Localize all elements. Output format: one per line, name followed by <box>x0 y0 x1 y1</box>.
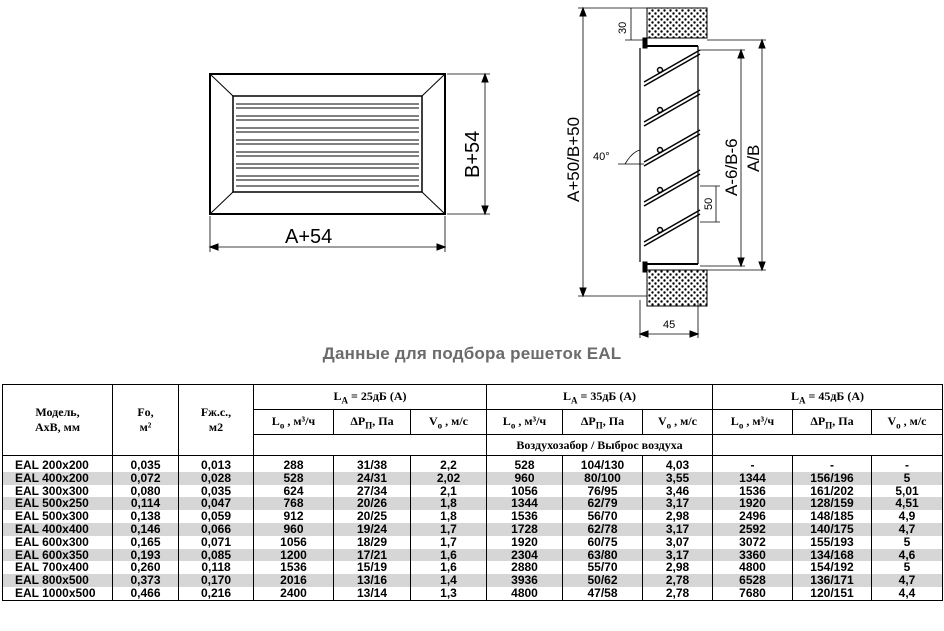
cell-dp45: 154/192 <box>793 561 872 574</box>
cell-vo35: 4,03 <box>643 456 713 472</box>
cell-dp45: 161/202 <box>793 485 872 498</box>
inner-dimension-label: A-6/B-6 <box>722 138 741 196</box>
cell-lo45: - <box>713 456 793 472</box>
louver-blades <box>236 104 419 186</box>
cell-vo35: 2,98 <box>643 510 713 523</box>
cell-model: EAL 800x500 <box>3 574 113 587</box>
cell-dp25: 20/26 <box>334 497 411 510</box>
cell-lo25: 1056 <box>254 536 334 549</box>
cell-lo25: 912 <box>254 510 334 523</box>
cell-lo35: 1056 <box>487 485 563 498</box>
cell-dp45: 140/175 <box>793 523 872 536</box>
lo-header: $L_o$ , м³/ч <box>713 410 793 435</box>
cell-dp25: 31/38 <box>334 456 411 472</box>
cell-dp45: 148/185 <box>793 510 872 523</box>
cell-vo25: 1,3 <box>411 587 487 600</box>
cell-lo35: 1344 <box>487 497 563 510</box>
cell-lo25: 2400 <box>254 587 334 600</box>
cell-dp25: 27/34 <box>334 485 411 498</box>
lo-header: $L_o$ , м³/ч <box>487 410 563 435</box>
cell-vo35: 3,17 <box>643 523 713 536</box>
cell-lo35: 2304 <box>487 549 563 562</box>
cell-vo35: 2,98 <box>643 561 713 574</box>
cell-dp25: 13/14 <box>334 587 411 600</box>
cell-dp45: 120/151 <box>793 587 872 600</box>
cell-dp45: 134/168 <box>793 549 872 562</box>
section-title: Данные для подбора решеток EAL <box>322 344 622 363</box>
cell-dp35: 63/80 <box>563 549 643 562</box>
cell-fzs: 0,066 <box>179 523 254 536</box>
cell-vo35: 3,17 <box>643 497 713 510</box>
cell-vo45: 4,6 <box>872 549 943 562</box>
cell-vo25: 1,6 <box>411 561 487 574</box>
cell-fo: 0,260 <box>113 561 179 574</box>
cell-dp35: 56/70 <box>563 510 643 523</box>
cell-fo: 0,193 <box>113 549 179 562</box>
cell-fzs: 0,035 <box>179 485 254 498</box>
vo-header: $V_o$ , м/с <box>411 410 487 435</box>
cell-lo45: 1344 <box>713 472 793 485</box>
cell-fo: 0,373 <box>113 574 179 587</box>
cell-dp25: 15/19 <box>334 561 411 574</box>
cell-lo25: 1536 <box>254 561 334 574</box>
cell-model: EAL 600x300 <box>3 536 113 549</box>
cell-dp35: 60/75 <box>563 536 643 549</box>
cell-fzs: 0,118 <box>179 561 254 574</box>
cell-fo: 0,035 <box>113 456 179 472</box>
cell-vo45: 4,7 <box>872 523 943 536</box>
cell-vo25: 1,7 <box>411 536 487 549</box>
cell-vo35: 2,78 <box>643 587 713 600</box>
front-view <box>210 74 490 252</box>
lo-header: $L_o$ , м³/ч <box>254 410 334 435</box>
blank-cell <box>254 435 487 456</box>
cell-vo35: 3,17 <box>643 549 713 562</box>
cell-lo25: 2016 <box>254 574 334 587</box>
cell-dp25: 17/21 <box>334 549 411 562</box>
table-row <box>3 587 943 600</box>
cell-fo: 0,466 <box>113 587 179 600</box>
model-header: Модель, АхВ, мм <box>3 385 113 456</box>
group-header-25db: $L_A = 25дБ$ (А) <box>254 385 487 410</box>
cell-fzs: 0,071 <box>179 536 254 549</box>
cell-model: EAL 400x200 <box>3 472 113 485</box>
cell-model: EAL 1000x500 <box>3 587 113 600</box>
flange-bottom <box>643 262 647 272</box>
cell-fo: 0,146 <box>113 523 179 536</box>
cell-vo35: 3,55 <box>643 472 713 485</box>
cell-dp35: 80/100 <box>563 472 643 485</box>
cell-vo45: - <box>872 456 943 472</box>
cell-vo25: 2,2 <box>411 456 487 472</box>
table-row <box>3 523 943 536</box>
cell-dp35: 47/58 <box>563 587 643 600</box>
cell-dp25: 18/29 <box>334 536 411 549</box>
cell-lo35: 1728 <box>487 523 563 536</box>
cell-vo45: 4,4 <box>872 587 943 600</box>
cell-lo25: 624 <box>254 485 334 498</box>
cell-vo35: 3,46 <box>643 485 713 498</box>
dp-header: $\Delta P_П$, Па <box>563 410 643 435</box>
overall-dimension-label: A+50/B+50 <box>564 116 583 202</box>
cell-vo25: 1,8 <box>411 497 487 510</box>
cell-dp25: 19/24 <box>334 523 411 536</box>
table-row <box>3 472 943 485</box>
cell-fo: 0,114 <box>113 497 179 510</box>
cell-vo45: 5,01 <box>872 485 943 498</box>
cell-lo45: 3360 <box>713 549 793 562</box>
cell-vo45: 5 <box>872 472 943 485</box>
cell-dp25: 20/25 <box>334 510 411 523</box>
cell-fo: 0,080 <box>113 485 179 498</box>
cell-model: EAL 200x200 <box>3 456 113 472</box>
cell-vo45: 4,51 <box>872 497 943 510</box>
height-dimension-label: B+54 <box>462 130 484 178</box>
fo-header: Fo, м² <box>113 385 179 456</box>
dp-header: $\Delta P_П$, Па <box>793 410 872 435</box>
cell-dp35: 50/62 <box>563 574 643 587</box>
cell-lo35: 2880 <box>487 561 563 574</box>
cell-lo25: 768 <box>254 497 334 510</box>
cell-lo25: 528 <box>254 472 334 485</box>
cell-fzs: 0,013 <box>179 456 254 472</box>
cell-dp45: 136/171 <box>793 574 872 587</box>
cell-lo45: 4800 <box>713 561 793 574</box>
cell-model: EAL 400x400 <box>3 523 113 536</box>
cell-model: EAL 500x300 <box>3 510 113 523</box>
cell-dp25: 24/31 <box>334 472 411 485</box>
cell-vo25: 1,8 <box>411 510 487 523</box>
cell-lo35: 960 <box>487 472 563 485</box>
pitch-label: 50 <box>703 197 715 210</box>
cell-vo45: 5 <box>872 536 943 549</box>
cell-lo35: 528 <box>487 456 563 472</box>
cell-lo45: 6528 <box>713 574 793 587</box>
cell-lo35: 3936 <box>487 574 563 587</box>
cell-vo25: 2,1 <box>411 485 487 498</box>
cell-model: EAL 700x400 <box>3 561 113 574</box>
cell-fo: 0,165 <box>113 536 179 549</box>
cell-fo: 0,072 <box>113 472 179 485</box>
cell-vo45: 4,9 <box>872 510 943 523</box>
angle-label: 40° <box>593 151 610 163</box>
cell-fzs: 0,170 <box>179 574 254 587</box>
side-louvers <box>644 50 700 246</box>
cell-lo45: 1536 <box>713 485 793 498</box>
cell-lo45: 1920 <box>713 497 793 510</box>
cell-vo25: 1,7 <box>411 523 487 536</box>
vo-header: $V_o$ , м/с <box>872 410 943 435</box>
cell-fzs: 0,047 <box>179 497 254 510</box>
cell-lo45: 2496 <box>713 510 793 523</box>
cell-lo35: 1920 <box>487 536 563 549</box>
cell-dp35: 62/78 <box>563 523 643 536</box>
top-offset-label: 30 <box>617 21 629 34</box>
wall-top <box>647 8 707 38</box>
cell-fzs: 0,085 <box>179 549 254 562</box>
blank-cell <box>713 435 943 456</box>
table-row <box>3 536 943 549</box>
cell-fzs: 0,059 <box>179 510 254 523</box>
cell-vo45: 5 <box>872 561 943 574</box>
cell-dp45: 156/196 <box>793 472 872 485</box>
cell-lo25: 960 <box>254 523 334 536</box>
cell-vo35: 2,78 <box>643 574 713 587</box>
dp-header: $\Delta P_П$, Па <box>334 410 411 435</box>
cell-vo25: 1,4 <box>411 574 487 587</box>
cell-dp35: 104/130 <box>563 456 643 472</box>
cell-dp25: 13/16 <box>334 574 411 587</box>
cell-fo: 0,138 <box>113 510 179 523</box>
flange-top <box>643 38 647 48</box>
cell-dp35: 76/95 <box>563 485 643 498</box>
cell-lo45: 7680 <box>713 587 793 600</box>
cell-lo25: 1200 <box>254 549 334 562</box>
cell-vo25: 1,6 <box>411 549 487 562</box>
group-header-45db: $L_A = 45дБ$ (А) <box>713 385 943 410</box>
cell-vo25: 2,02 <box>411 472 487 485</box>
cell-dp45: - <box>793 456 872 472</box>
vo-header: $V_o$ , м/с <box>643 410 713 435</box>
fzhs-header: Fж.с., м2 <box>179 385 254 456</box>
intake-exhaust-label: Воздухозабор / Выброс воздуха <box>487 435 713 456</box>
cell-lo45: 2592 <box>713 523 793 536</box>
cell-vo35: 3,07 <box>643 536 713 549</box>
cell-lo35: 1536 <box>487 510 563 523</box>
cell-fzs: 0,028 <box>179 472 254 485</box>
cell-fzs: 0,216 <box>179 587 254 600</box>
cell-model: EAL 300x300 <box>3 485 113 498</box>
cell-dp35: 62/79 <box>563 497 643 510</box>
cell-vo45: 4,7 <box>872 574 943 587</box>
table-row <box>3 456 943 472</box>
group-header-35db: $L_A = 35дБ$ (А) <box>487 385 713 410</box>
cell-dp45: 155/193 <box>793 536 872 549</box>
nominal-dimension-label: A/B <box>744 144 763 172</box>
cell-dp35: 55/70 <box>563 561 643 574</box>
cell-lo35: 4800 <box>487 587 563 600</box>
cell-dp45: 128/159 <box>793 497 872 510</box>
cell-lo45: 3072 <box>713 536 793 549</box>
depth-label: 45 <box>663 319 676 331</box>
width-dimension-label: A+54 <box>285 226 333 248</box>
cell-model: EAL 500x250 <box>3 497 113 510</box>
selection-data-table <box>2 384 943 601</box>
cell-model: EAL 600x350 <box>3 549 113 562</box>
cell-lo25: 288 <box>254 456 334 472</box>
